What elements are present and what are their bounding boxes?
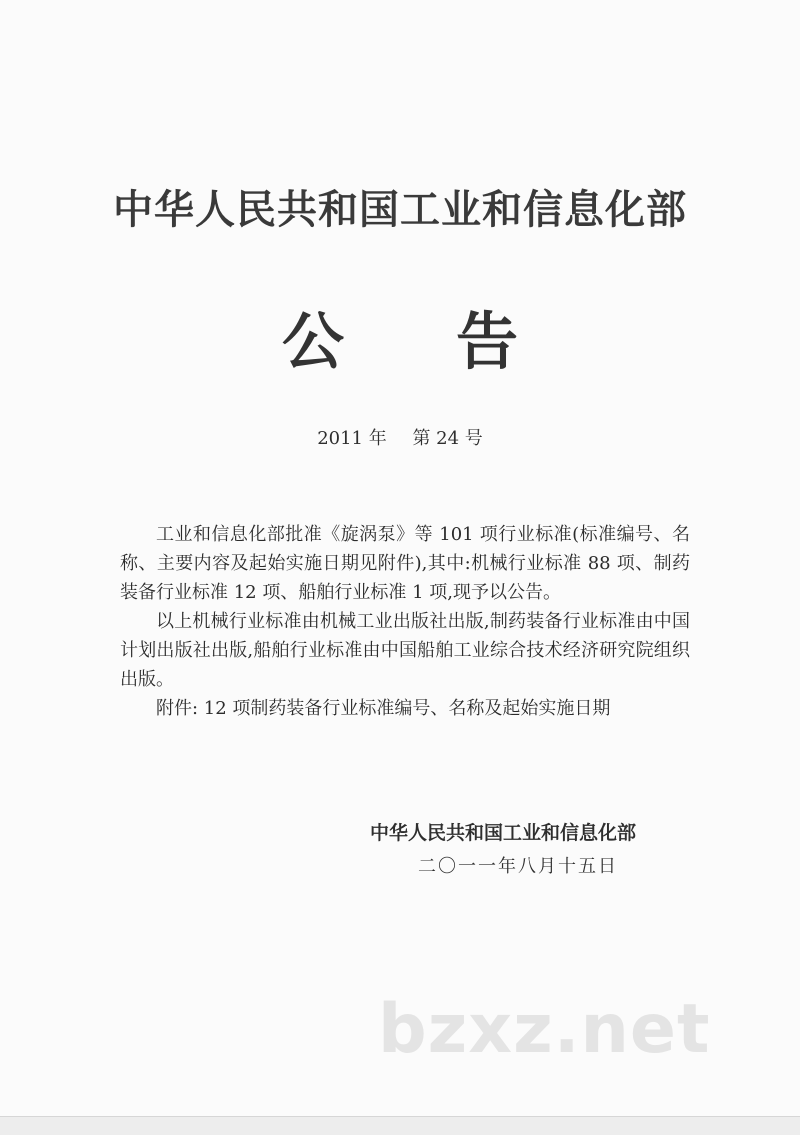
document-type-title [0, 292, 800, 381]
signature-issuer: 中华人民共和国工业和信息化部 [370, 822, 637, 844]
issuer-title: 中华人民共和国工业和信息化部 [113, 187, 687, 233]
site-watermark: bzxz.net [378, 990, 711, 1069]
attachment-line: 附件: 12 项制药装备行业标准编号、名称及起始实施日期 [156, 698, 611, 719]
signature-date: 二〇一一年八月十五日 [418, 856, 618, 877]
document-year: 2011 年 [317, 428, 387, 449]
announcement-body [120, 520, 690, 723]
document-issue-number: 第 24 号 [412, 428, 483, 449]
body-paragraph: 工业和信息化部批准《旋涡泵》等 101 项行业标准(标准编号、名称、主要内容及起始实施日期见附件),其中:机械行业标准 88 项、制药装备行业标准 12 项、船舶行业标准 1 项,现予以公告。 [120, 524, 690, 603]
document-type-char-2: 告 [456, 305, 519, 378]
body-paragraph: 以上机械行业标准由机械工业出版社出版,制药装备行业标准由中国计划出版社出版,船舶行业标准由中国船舶工业综合技术经济研究院组织出版。 [120, 611, 690, 690]
page-bottom-edge [0, 1116, 800, 1135]
document-number [0, 424, 800, 450]
document-type-char-1: 公 [281, 305, 344, 378]
